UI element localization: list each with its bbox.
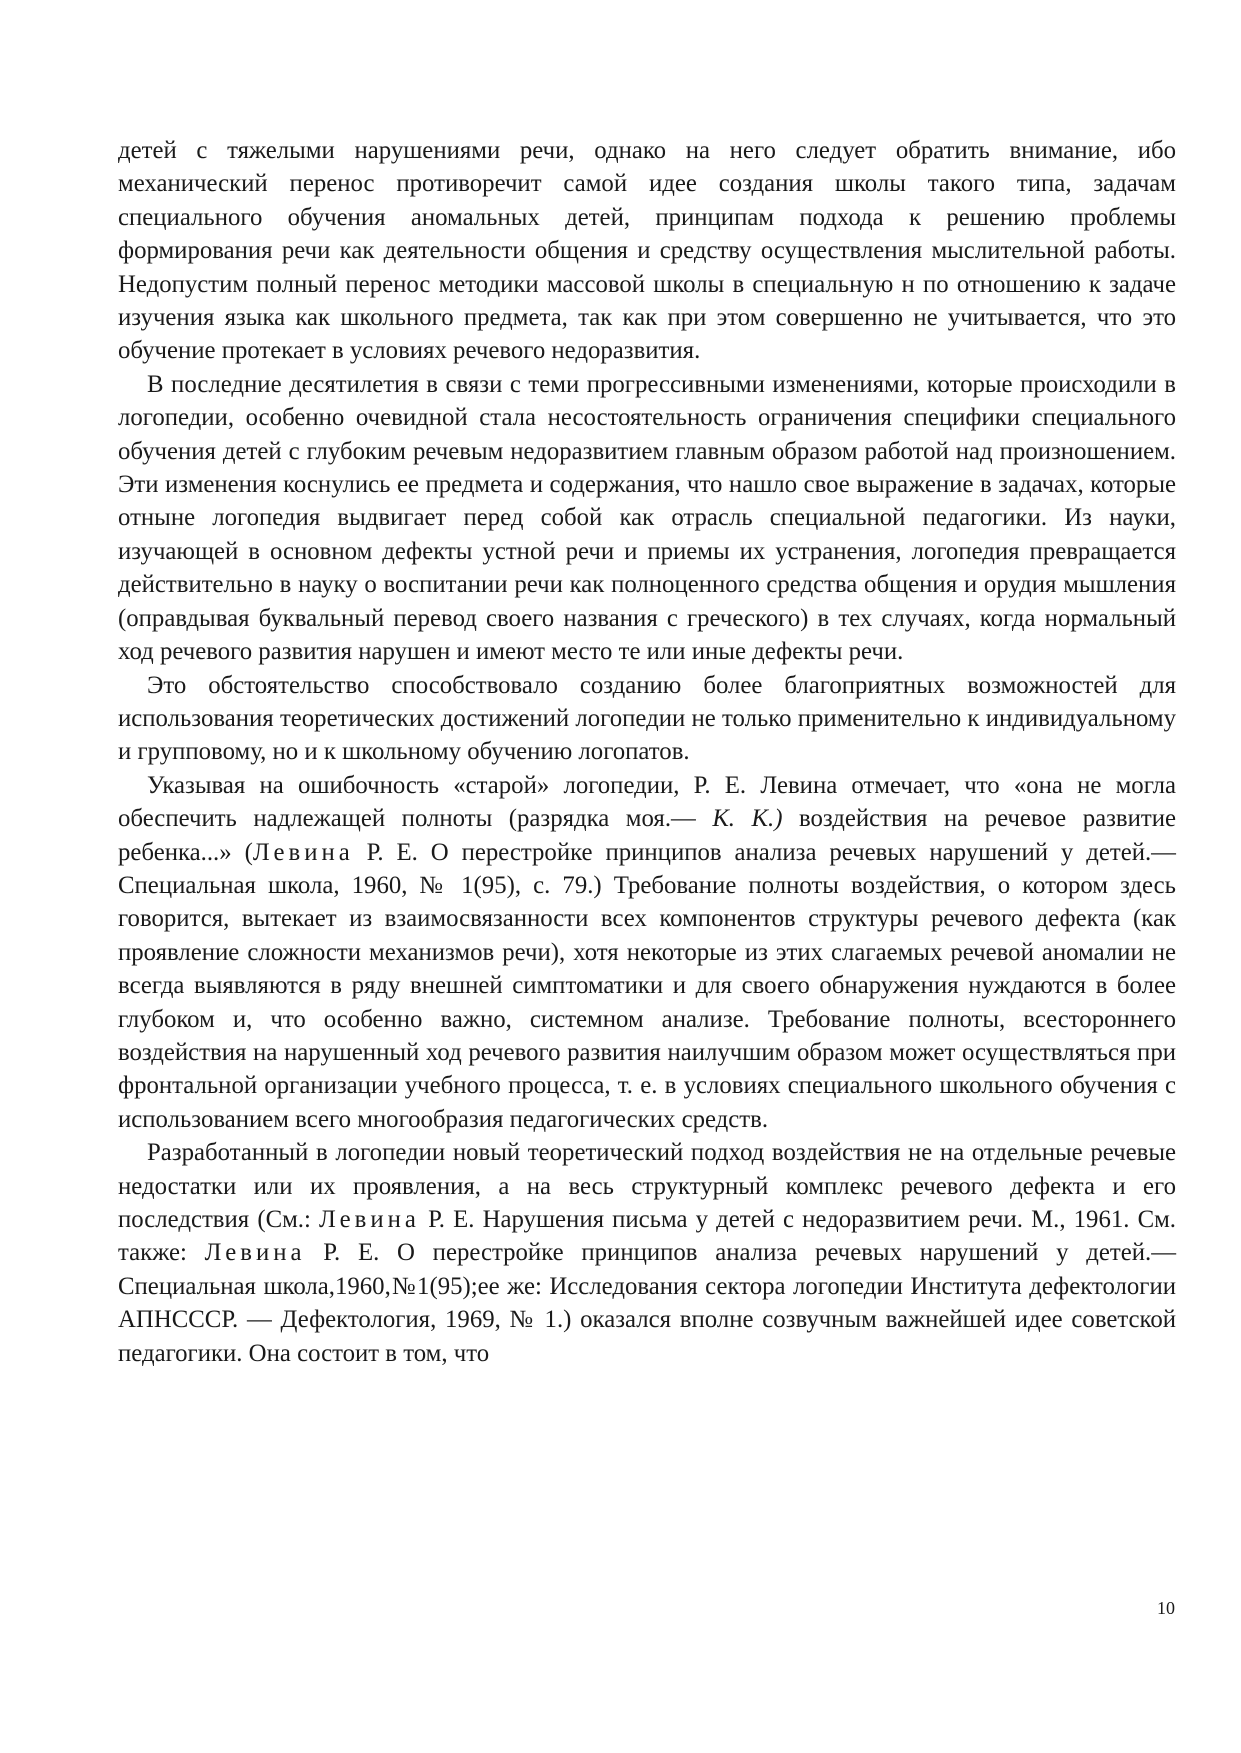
- paragraph-4-text-e: Р. Е. О перестройке принципов анализа речевых нарушений у детей.— Специальная школа, 1960, № 1(95), с. 79.) Требование полноты воздействия, о котором здесь говорится, вытекает из взаимосвязанности всех компонентов структуры речевого дефекта (как проявление сложности механизмов речи), хотя некоторые из этих слагаемых речевой аномалии не всегда выявляются в ряду внешней симптоматики и для своего обнаружения нуждаются в более глубоком и, что особенно важно, системном анализе. Требование полноты, всестороннего воздействия на нарушенный ход речевого развития наилучшим образом может осуществляться при фронтальной организации учебного процесса, т. е. в условиях специального школьного обучения с использованием всего многообразия педагогических средств.: [118, 838, 1176, 1133]
- paragraph-4-text-c: воздействия на речевое развитие ребенка...» (: [118, 805, 1176, 866]
- paragraph-5-text-a: Разработанный в логопедии новый теоретический подход воздействия не на отдельные речевые недостатки или их проявления, а на весь структурный комплекс речевого дефекта и его последствия (См.:: [118, 1139, 1176, 1233]
- page-number: 10: [1157, 1598, 1175, 1618]
- author-name-spaced: Левина: [252, 838, 354, 866]
- author-name-spaced: Левина: [204, 1239, 306, 1267]
- paragraph-5-text-c: Р. Е. Нарушения письма у детей с недоразвитием речи. М., 1961. См. также:: [118, 1206, 1176, 1267]
- author-name-spaced: Левина: [319, 1206, 420, 1233]
- paragraph-3: Это обстоятельство способствовало созданию более благоприятных возможностей для использования теоретических достижений логопедии не только применительно к индивидуальному и групповому, но и к школьному обучению логопатов.: [118, 671, 1176, 766]
- paragraph-4: [118, 769, 1176, 1136]
- paragraph-5: [118, 1136, 1176, 1370]
- paragraph-2: В последние десятилетия в связи с теми прогрессивными изменениями, которые происходили в логопедии, особенно очевидной стала несостоятельность ограничения специфики специального обучения детей с глубоким речевым недоразвитием главным образом работой над произношением. Эти изменения коснулись ее предмета и содержания, что нашло свое выражение в задачах, которые отныне логопедия выдвигает перед собой как отрасль специальной педагогики. Из науки, изучающей в основном дефекты устной речи и приемы их устранения, логопедия превращается действительно в науку о воспитании речи как полноценного средства общения и орудия мышления (оправдывая буквальный перевод своего названия с греческого) в тех случаях, когда нормальный ход речевого развития нарушен и имеют место те или иные дефекты речи.: [118, 370, 1176, 666]
- paragraph-5-text-e: Р. Е. О перестройке принципов анализа речевых нарушений у детей.— Специальная школа,1960,№1(95);ее же: Исследования сектора логопедии Института дефектологии АПНСССР. — Дефектология, 1969, № 1.) оказался вполне созвучным важнейшей идее советской педагогики. Она состоит в том, что: [118, 1239, 1176, 1367]
- paragraph-4-text-a: Указывая на ошибочность «старой» логопедии, Р. Е. Левина отмечает, что «она не могла обеспечить надлежащей полноты (разрядка моя.—: [118, 771, 1176, 833]
- document-page: [118, 134, 1176, 1370]
- author-initials-italic: К. К.): [712, 805, 783, 833]
- paragraph-1: детей с тяжелыми нарушениями речи, однако на него следует обратить внимание, ибо механический перенос противоречит самой идее создания школы такого типа, задачам специального обучения аномальных детей, принципам подхода к решению проблемы формирования речи как деятельности общения и средству осуществления мыслительной работы. Недопустим полный перенос методики массовой школы в специальную н по отношению к задаче изучения языка как школьного предмета, так как при этом совершенно не учитывается, что это обучение протекает в условиях речевого недоразвития.: [118, 137, 1176, 365]
